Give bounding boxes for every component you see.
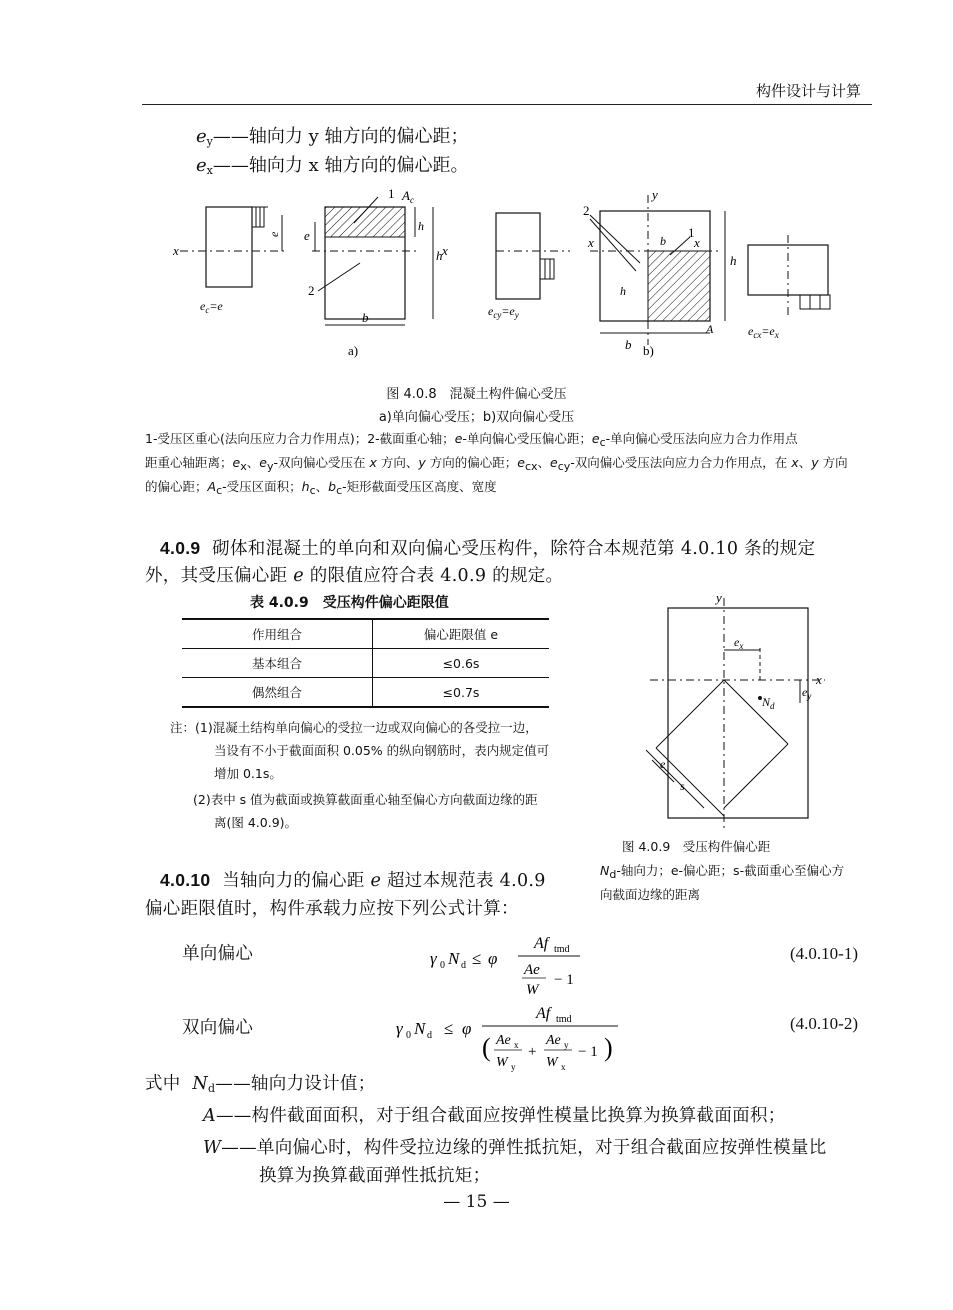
svg-text:d: d (427, 1030, 432, 1041)
fig-a-section (304, 186, 448, 325)
where-line2: A——构件截面面积，对于组合截面应按弹性模量比换算为换算截面面积； (203, 1106, 786, 1126)
fig408-caption: 图 4.0.8 混凝土构件偏心受压 (386, 387, 567, 402)
table409-note2: 当设有不小于截面面积 0.05% 的纵向钢筋时，表内规定值可 (214, 743, 550, 758)
label-h-b: h (730, 253, 737, 268)
fig408-legend-line3: 的偏心距；Ac-受压区面积；hc、bc-矩形截面受压区高度、宽度 (145, 479, 497, 497)
svg-text:0: 0 (406, 1030, 411, 1041)
table-header: 偏心距限值 e (373, 619, 550, 649)
svg-text:≤: ≤ (472, 949, 482, 968)
label-ec-a: e (267, 231, 281, 237)
fig-a-label: a) (348, 343, 359, 358)
page-number: — 15 — (443, 1192, 510, 1212)
svg-text:d: d (461, 960, 466, 971)
label-ecx-eq-ex: $e_{cx}=e_x$ (748, 324, 779, 340)
table409-note3: 增加 0.1s。 (214, 766, 282, 781)
svg-text:y: y (564, 1040, 569, 1050)
svg-text:γ: γ (396, 1019, 403, 1038)
table-cell: 基本组合 (182, 649, 373, 678)
svg-text:W: W (546, 1055, 558, 1070)
formula1-number: (4.0.10-1) (790, 944, 858, 963)
def-ey: $e_y——$轴向力 y 轴方向的偏心距； (196, 126, 469, 148)
where-line3: W——单向偏心时，构件受拉边缘的弹性抵抗矩，对于组合截面应按弹性模量比 (203, 1138, 827, 1158)
svg-text:N: N (448, 949, 460, 968)
label-x-b: x (588, 235, 594, 250)
svg-text:tmd: tmd (556, 1014, 572, 1025)
svg-text:− 1: − 1 (578, 1044, 598, 1060)
svg-text:Ae: Ae (524, 962, 540, 978)
svg-text:− 1: − 1 (554, 972, 574, 988)
table409-note4: (2)表中 s 值为截面或换算截面重心轴至偏心方向截面边缘的距 (193, 792, 538, 807)
label-e-409: e (660, 757, 666, 771)
sec4010-line2: 偏心距限值时，构件承载力应按下列公式计算： (145, 899, 519, 919)
fig408-legend-line2: 距重心轴距离；ex、ey-双向偏心受压在 x 方向、y 方向的偏心距；ecx、ecy-双向偏心受压法向应力合力作用点，在 x、y 方向 (145, 455, 848, 473)
table409-note5: 离(图 4.0.9)。 (214, 815, 298, 830)
label-Ac-b: A (706, 322, 714, 336)
label-b-b: b (625, 337, 632, 352)
label-bc-b: b (660, 234, 666, 248)
label-b-a: b (362, 310, 369, 325)
svg-text:φ: φ (462, 1019, 472, 1038)
formula-4-0-10-2 (396, 1000, 626, 1076)
svg-text:+: + (528, 1044, 537, 1060)
svg-text:W: W (526, 982, 539, 998)
where-line4: 换算为换算截面弹性抵抗矩； (259, 1166, 491, 1186)
svg-text:x: x (514, 1040, 519, 1050)
fig408-subcaption: a)单向偏心受压；b)双向偏心受压 (378, 410, 575, 425)
where-line1: 式中 $N_d——$轴向力设计值； (145, 1074, 376, 1095)
label-s-409: s (680, 779, 685, 793)
table-cell: ≤0.7s (373, 678, 550, 708)
running-header: 构件设计与计算 (756, 82, 862, 100)
svg-text:tmd: tmd (554, 944, 570, 955)
label-ex-409: $e_x$ (734, 635, 744, 651)
formula2-label: 双向偏心 (182, 1018, 254, 1038)
svg-text:γ: γ (430, 949, 437, 968)
figure-4-0-8 (170, 185, 840, 375)
label-Nd-409: $N_d$ (762, 695, 775, 711)
table-cell: ≤0.6s (373, 649, 550, 678)
label-x-a2: x (442, 243, 448, 258)
header-rule (142, 104, 872, 105)
svg-text:y: y (511, 1062, 516, 1072)
label-y-409: y (716, 590, 722, 605)
label-x-b2: x (694, 235, 700, 250)
fig409-legend1: Nd-轴向力；e-偏心距；s-截面重心至偏心方 (600, 863, 845, 881)
label-ecy-eq-ey: $e_{cy}=e_y$ (488, 304, 519, 320)
table409 (182, 618, 549, 708)
label-x-409: x (816, 672, 822, 687)
label-2-a: 2 (308, 283, 315, 298)
label-hc-b: h (620, 284, 626, 298)
svg-text:Af: Af (534, 935, 549, 952)
formula-4-0-10-1 (430, 928, 600, 1000)
svg-text:φ: φ (488, 949, 498, 968)
svg-text:x: x (561, 1062, 566, 1072)
fig408-legend-line1: 1-受压区重心(法向压应力合力作用点)；2-截面重心轴；e-单向偏心受压偏心距；ec-单向偏心受压法向应力合力作用点 (145, 431, 798, 449)
label-Ac-a: $A_c$ (402, 188, 414, 205)
svg-text:Ae: Ae (546, 1033, 561, 1048)
svg-text:0: 0 (440, 960, 445, 971)
svg-text:N: N (414, 1019, 426, 1038)
formula2-number: (4.0.10-2) (790, 1014, 858, 1033)
label-ec-eq-e: $e_c=e$ (200, 299, 223, 315)
label-1-a: 1 (388, 186, 395, 201)
table-cell: 偶然组合 (182, 678, 373, 708)
fig-a-elevation (172, 207, 286, 315)
label-h-a: h (436, 248, 443, 263)
label-hc-a: h (418, 219, 424, 233)
fig-b-elevation-right (748, 235, 830, 340)
formula1-label: 单向偏心 (182, 944, 254, 964)
fig409-legend2: 向截面边缘的距离 (600, 887, 701, 902)
fig-b-label: b) (643, 343, 654, 358)
table409-note1: 注：(1)混凝土结构单向偏心的受拉一边或双向偏心的各受拉一边， (170, 720, 538, 735)
label-e-a: e (304, 228, 310, 243)
def-ex: $e_x——$轴向力 x 轴方向的偏心距。 (196, 155, 469, 177)
label-2-b: 2 (583, 203, 590, 218)
svg-text:): ) (604, 1033, 613, 1062)
fig409-caption: 图 4.0.9 受压构件偏心距 (622, 839, 771, 854)
table-header: 作用组合 (182, 619, 373, 649)
label-1-b: 1 (688, 225, 695, 240)
fig-b-section (583, 187, 737, 352)
label-x-a: x (173, 243, 179, 258)
svg-text:W: W (496, 1055, 508, 1070)
svg-text:≤: ≤ (444, 1019, 454, 1038)
figure-4-0-9 (610, 588, 850, 838)
label-ey-409: $e_y$ (802, 685, 812, 701)
svg-text:Af: Af (536, 1005, 551, 1022)
svg-text:(: ( (482, 1033, 491, 1062)
sec409-line2: 外，其受压偏心距 e 的限值应符合表 4.0.9 的规定。 (145, 566, 564, 586)
table409-title: 表 4.0.9 受压构件偏心距限值 (250, 595, 449, 611)
sec4010-line1: 4.0.10 当轴向力的偏心距 e 超过本规范表 4.0.9 (160, 870, 546, 891)
fig-b-elevation (488, 213, 570, 320)
label-y-b: y (652, 187, 658, 202)
sec409-line1: 4.0.9 砌体和混凝土的单向和双向偏心受压构件，除符合本规范第 4.0.10 条的规定 (160, 538, 816, 559)
svg-text:Ae: Ae (496, 1033, 511, 1048)
